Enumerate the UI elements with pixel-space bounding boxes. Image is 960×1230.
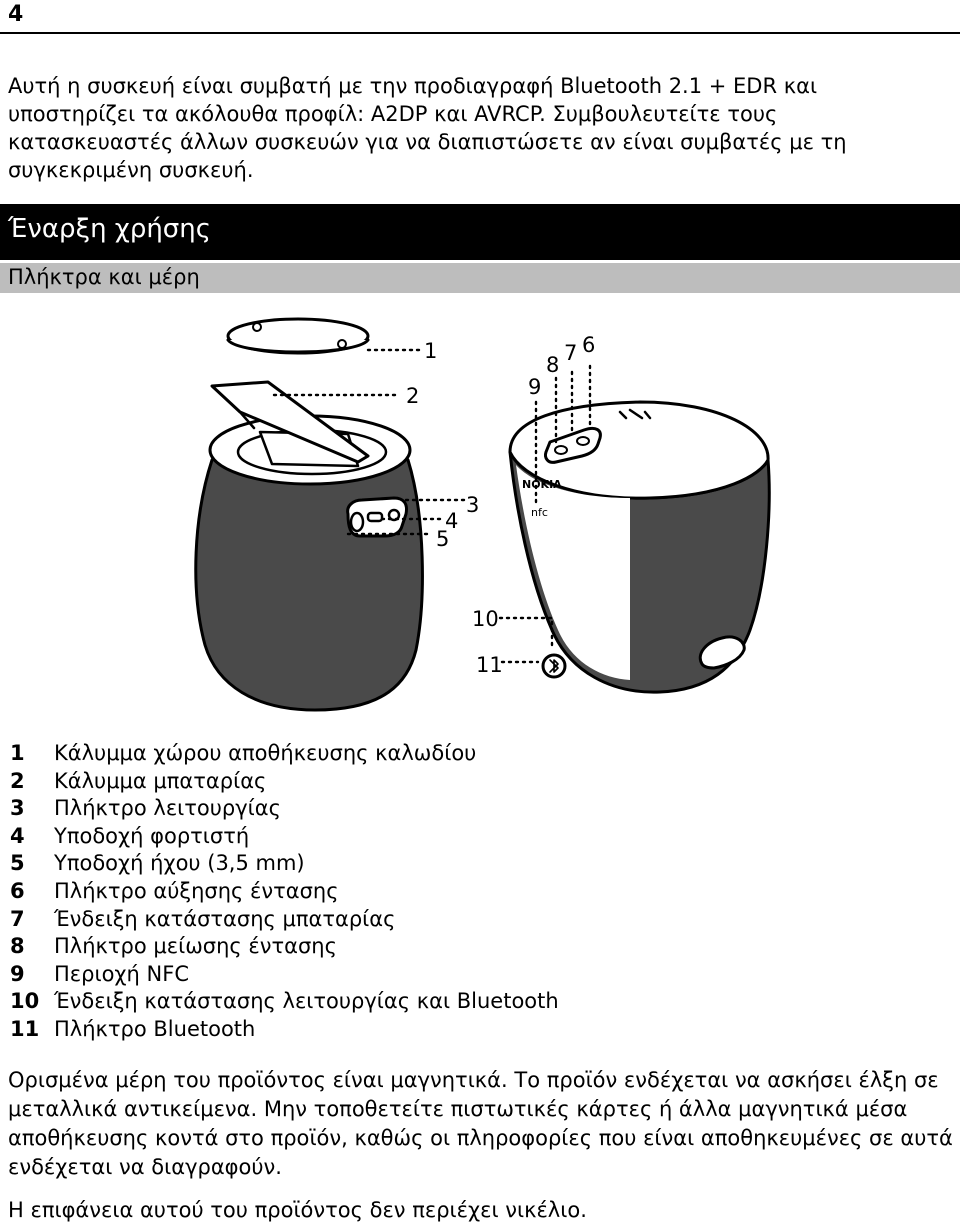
callout-2: 2	[406, 384, 420, 408]
parts-list-item	[10, 878, 559, 906]
callout-6: 6	[582, 333, 596, 357]
parts-list-item	[10, 906, 559, 934]
callout-3: 3	[466, 493, 480, 517]
part-label: Πλήκτρο Bluetooth	[54, 1016, 256, 1041]
section-title: Έναρξη χρήσης	[8, 214, 212, 244]
part-number: 4	[10, 823, 25, 848]
part-number: 7	[10, 906, 25, 931]
part-label: Ένδειξη κατάστασης λειτουργίας και Bluetooth	[54, 989, 559, 1014]
page-number: 4	[8, 2, 24, 27]
callout-4: 4	[445, 509, 459, 533]
part-number: 3	[10, 796, 25, 821]
part-label: Πλήκτρο αύξησης έντασης	[54, 878, 339, 903]
intro-paragraph: Αυτή η συσκευή είναι συμβατή με την προδιαγραφή Bluetooth 2.1 + EDR και υποστηρίζει τα ακόλουθα προφίλ: A2DP και AVRCP. Συμβουλευτείτε τους κατασκευαστές άλλων συσκευών για να διαπιστώσετε αν είναι συμβατές με τη συγκεκριμένη συσκευή.	[8, 74, 847, 182]
callout-11: 11	[476, 653, 503, 677]
parts-list-item	[10, 961, 559, 989]
parts-list-item	[10, 1016, 559, 1044]
nickel-note: Η επιφάνεια αυτού του προϊόντος δεν περιέχει νικέλιο.	[8, 1198, 587, 1222]
callout-9: 9	[528, 375, 542, 399]
section-header-bar	[0, 204, 960, 260]
callout-7: 7	[564, 341, 578, 365]
subsection-header-bar	[0, 263, 960, 293]
part-label: Υποδοχή φορτιστή	[54, 823, 250, 848]
part-number: 10	[10, 989, 40, 1014]
part-label: Περιοχή NFC	[54, 961, 189, 986]
part-label: Πλήκτρο λειτουργίας	[54, 796, 281, 821]
part-label: Πλήκτρο μείωσης έντασης	[54, 934, 337, 959]
part-number: 11	[10, 1016, 40, 1041]
leader-10	[500, 618, 552, 648]
part-number: 2	[10, 768, 25, 793]
parts-list-item	[10, 795, 559, 823]
nfc-label: nfc	[531, 506, 548, 519]
subsection-title: Πλήκτρα και μέρη	[8, 265, 200, 289]
parts-list-item	[10, 850, 559, 878]
parts-list-item	[10, 768, 559, 796]
callout-8: 8	[546, 353, 560, 377]
part-number: 6	[10, 878, 25, 903]
part-number: 8	[10, 934, 25, 959]
parts-list-item	[10, 823, 559, 851]
header-rule	[0, 32, 960, 34]
callout-5: 5	[436, 527, 450, 551]
right-speaker-illustration	[510, 402, 769, 692]
speaker-parts-diagram	[180, 300, 960, 730]
parts-list-item	[10, 933, 559, 961]
magnet-warning-paragraph: Ορισμένα μέρη του προϊόντος είναι μαγνητικά. Το προϊόν ενδέχεται να ασκήσει έλξη σε μεταλλικά αντικείμενα. Μην τοποθετείτε πιστωτικές κάρτες ή άλλα μαγνητικά μέσα αποθήκευσης κοντά στο προϊόν, καθώς οι πληροφορίες που είναι αποθηκευμένες σε αυτά ενδέχεται να διαγραφούν.	[8, 1068, 953, 1179]
parts-list-item	[10, 740, 559, 768]
part-number: 9	[10, 961, 25, 986]
parts-list-item	[10, 988, 559, 1016]
callout-1: 1	[424, 339, 438, 363]
left-speaker-illustration	[196, 319, 423, 710]
part-label: Κάλυμμα χώρου αποθήκευσης καλωδίου	[54, 741, 477, 765]
part-label: Ένδειξη κατάστασης μπαταρίας	[54, 906, 396, 931]
part-number: 1	[10, 741, 25, 765]
part-label: Κάλυμμα μπαταρίας	[54, 768, 267, 793]
parts-list	[10, 740, 559, 1044]
brand-logo-mark: NOKIA	[522, 478, 562, 491]
part-label: Υποδοχή ήχου (3,5 mm)	[54, 851, 305, 876]
callout-10: 10	[472, 607, 499, 631]
cable-cover-lid-edge	[228, 340, 368, 352]
part-number: 5	[10, 851, 25, 876]
